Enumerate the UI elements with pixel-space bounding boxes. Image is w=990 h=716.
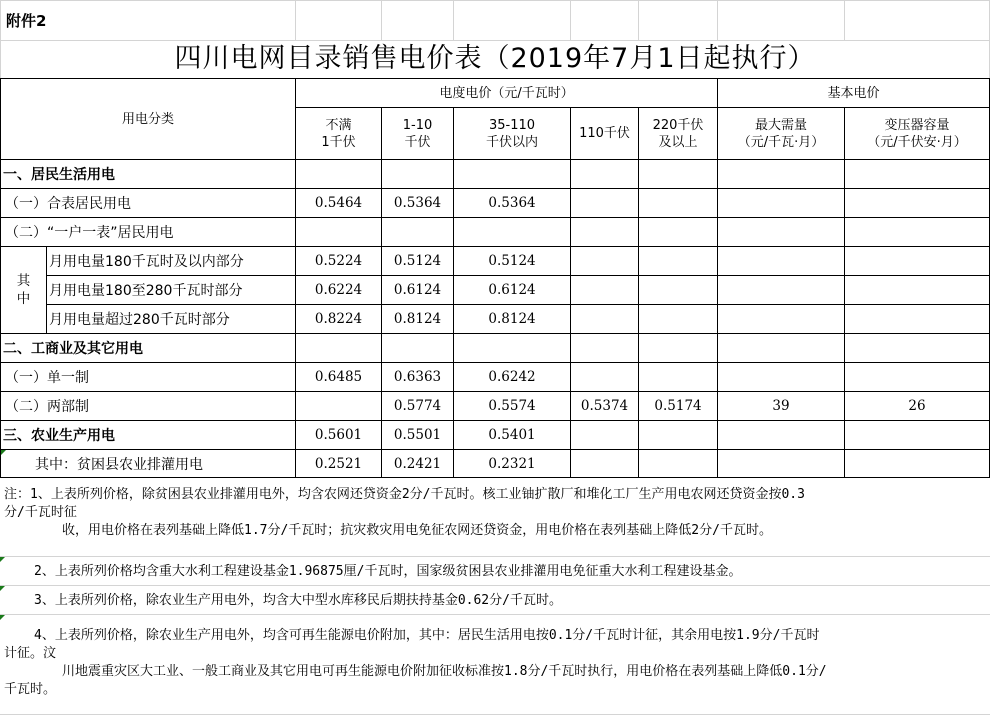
gridline — [453, 0, 454, 40]
header-line: 千伏以内 — [486, 134, 539, 150]
cell — [571, 305, 639, 334]
cell: 26 — [845, 392, 990, 421]
gridline — [381, 0, 382, 40]
cell: 0.5574 — [454, 392, 571, 421]
table-row — [1, 276, 990, 305]
header-col-220kv — [639, 108, 718, 160]
cell — [571, 218, 639, 247]
row-label: 一、居民生活用电 — [1, 160, 296, 189]
row-label: 月用电量180千瓦时及以内部分 — [47, 247, 296, 276]
cell — [845, 363, 990, 392]
cell: 0.6485 — [296, 363, 382, 392]
cell: 39 — [718, 392, 845, 421]
cell: 0.6242 — [454, 363, 571, 392]
cell: 0.5374 — [571, 392, 639, 421]
table-row — [1, 392, 990, 421]
cell — [571, 160, 639, 189]
header-line: 1-10 — [402, 117, 433, 133]
header-line: 1千伏 — [321, 134, 356, 150]
cell: 0.2321 — [454, 450, 571, 478]
gridline — [638, 0, 639, 40]
cell — [571, 450, 639, 478]
cell: 0.8124 — [454, 305, 571, 334]
note-line: 4、上表所列价格，除农业生产用电外，均含可再生能源电价附加，其中：居民生活用电按0.1分/千瓦时计征，其余用电按1.9分/千瓦时 — [34, 628, 820, 643]
cell: 0.6363 — [382, 363, 454, 392]
cell: 0.5601 — [296, 421, 382, 450]
price-table — [0, 78, 990, 478]
row-label: （一）合表居民用电 — [1, 189, 296, 218]
gridline — [844, 0, 845, 40]
cell: 0.5224 — [296, 247, 382, 276]
cell — [718, 421, 845, 450]
note-4 — [0, 615, 990, 715]
cell — [639, 189, 718, 218]
header-line: 及以上 — [658, 134, 698, 150]
row-label: （一）单一制 — [1, 363, 296, 392]
cell — [296, 218, 382, 247]
table-row — [1, 160, 990, 189]
table-row — [1, 421, 990, 450]
cell — [639, 247, 718, 276]
row-label — [1, 450, 296, 478]
cell: 0.5464 — [296, 189, 382, 218]
cell — [382, 334, 454, 363]
cell — [718, 363, 845, 392]
note-line: 千瓦时。 — [4, 682, 57, 697]
table-row — [1, 218, 990, 247]
table-row — [1, 363, 990, 392]
cell — [639, 363, 718, 392]
header-energy-price: 电度电价（元/千瓦时） — [296, 79, 718, 108]
header-basic-price: 基本电价 — [718, 79, 990, 108]
cell: 0.6124 — [382, 276, 454, 305]
gridline — [570, 0, 571, 40]
header-col-max-demand — [718, 108, 845, 160]
header-line: 35-110 — [488, 117, 536, 133]
cell — [718, 450, 845, 478]
cell — [639, 218, 718, 247]
cell — [639, 421, 718, 450]
note-3 — [0, 586, 990, 615]
cell — [718, 247, 845, 276]
header-line: 最大需量 — [755, 117, 808, 133]
cell — [718, 160, 845, 189]
cell — [845, 189, 990, 218]
cell — [845, 421, 990, 450]
cell — [571, 247, 639, 276]
cell — [296, 334, 382, 363]
cell — [845, 450, 990, 478]
cell — [845, 160, 990, 189]
cell: 0.5501 — [382, 421, 454, 450]
cell — [845, 334, 990, 363]
cell — [845, 305, 990, 334]
header-col-lt1kv — [296, 108, 382, 160]
cell: 0.8124 — [382, 305, 454, 334]
cell — [639, 450, 718, 478]
attachment-label: 附件2 — [6, 12, 47, 30]
cell: 0.2521 — [296, 450, 382, 478]
header-line: （元/千伏安·月） — [867, 134, 967, 150]
row-label: （二）两部制 — [1, 392, 296, 421]
qizhong-label — [1, 247, 47, 334]
cell — [718, 334, 845, 363]
header-col-transformer — [845, 108, 990, 160]
gridline — [295, 0, 296, 40]
cell — [571, 363, 639, 392]
header-line: 千伏 — [404, 134, 431, 150]
cell: 0.5364 — [454, 189, 571, 218]
cell — [571, 189, 639, 218]
table-row — [1, 450, 990, 478]
header-line: 220千伏 — [652, 117, 704, 133]
gridline — [0, 0, 990, 1]
row-label: 二、工商业及其它用电 — [1, 334, 296, 363]
cell — [718, 276, 845, 305]
qizhong-char: 中 — [16, 291, 31, 307]
cell: 0.6124 — [454, 276, 571, 305]
cell — [845, 218, 990, 247]
row-label: 三、农业生产用电 — [1, 421, 296, 450]
header-line: （元/千瓦·月） — [737, 134, 825, 150]
header-col-110kv — [571, 108, 639, 160]
cell — [845, 276, 990, 305]
cell: 0.5124 — [382, 247, 454, 276]
note-line: 2、上表所列价格均含重大水利工程建设基金1.96875厘/千瓦时，国家级贫困县农业排灌用电免征重大水利工程建设基金。 — [34, 564, 742, 579]
cell — [571, 421, 639, 450]
comment-marker-icon — [0, 586, 5, 591]
note-line: 分/千瓦时征 — [4, 505, 77, 520]
note-line: 计征。汶 — [4, 646, 57, 661]
cell — [718, 189, 845, 218]
note-line: 川地震重灾区大工业、一般工商业及其它用电可再生能源电价附加征收标准按1.8分/千瓦时执行，用电价格在表列基础上降低0.1分/ — [62, 664, 827, 679]
cell — [571, 334, 639, 363]
cell — [454, 218, 571, 247]
note-line: 3、上表所列价格，除农业生产用电外，均含大中型水库移民后期扶持基金0.62分/千瓦时。 — [34, 593, 562, 608]
cell — [639, 305, 718, 334]
row-label-text: 其中：贫困县农业排灌用电 — [35, 456, 203, 473]
cell — [382, 160, 454, 189]
cell — [382, 218, 454, 247]
cell: 0.5774 — [382, 392, 454, 421]
cell — [718, 305, 845, 334]
cell — [454, 160, 571, 189]
cell — [639, 276, 718, 305]
header-line: 110千伏 — [579, 126, 630, 141]
gridline — [717, 0, 718, 40]
note-line: 收，用电价格在表列基础上降低1.7分/千瓦时；抗灾救灾用电免征农网还贷资金，用电价格在表列基础上降低2分/千瓦时。 — [62, 523, 772, 538]
cell — [571, 276, 639, 305]
comment-marker-icon — [1, 450, 6, 455]
cell: 0.5174 — [639, 392, 718, 421]
cell — [718, 218, 845, 247]
note-1 — [0, 480, 990, 557]
cell — [296, 392, 382, 421]
cell: 0.5364 — [382, 189, 454, 218]
header-line: 变压器容量 — [884, 117, 950, 133]
cell: 0.5401 — [454, 421, 571, 450]
cell — [296, 160, 382, 189]
sheet-title: 四川电网目录销售电价表（2019年7月1日起执行） — [174, 43, 816, 74]
header-col-1-10kv — [382, 108, 454, 160]
header-col-35-110kv — [454, 108, 571, 160]
note-line: 注：1、上表所列价格，除贫困县农业排灌用电外，均含农网还贷资金2分/千瓦时。核工业铀扩散厂和堆化工厂生产用电农网还贷资金按0.3 — [4, 487, 805, 502]
row-label: 月用电量180至280千瓦时部分 — [47, 276, 296, 305]
header-category: 用电分类 — [1, 79, 296, 160]
cell — [639, 334, 718, 363]
qizhong-char: 其 — [16, 273, 31, 289]
table-row — [1, 305, 990, 334]
cell — [639, 160, 718, 189]
cell — [454, 334, 571, 363]
table-row — [1, 247, 990, 276]
cell: 0.6224 — [296, 276, 382, 305]
cell — [845, 247, 990, 276]
table-row — [1, 189, 990, 218]
table-row — [1, 334, 990, 363]
header-line: 不满 — [325, 117, 352, 133]
comment-marker-icon — [0, 615, 5, 620]
cell: 0.8224 — [296, 305, 382, 334]
cell: 0.2421 — [382, 450, 454, 478]
note-2 — [0, 557, 990, 586]
row-label: （二）“一户一表”居民用电 — [1, 218, 296, 247]
cell: 0.5124 — [454, 247, 571, 276]
row-label: 月用电量超过280千瓦时部分 — [47, 305, 296, 334]
comment-marker-icon — [0, 557, 5, 562]
